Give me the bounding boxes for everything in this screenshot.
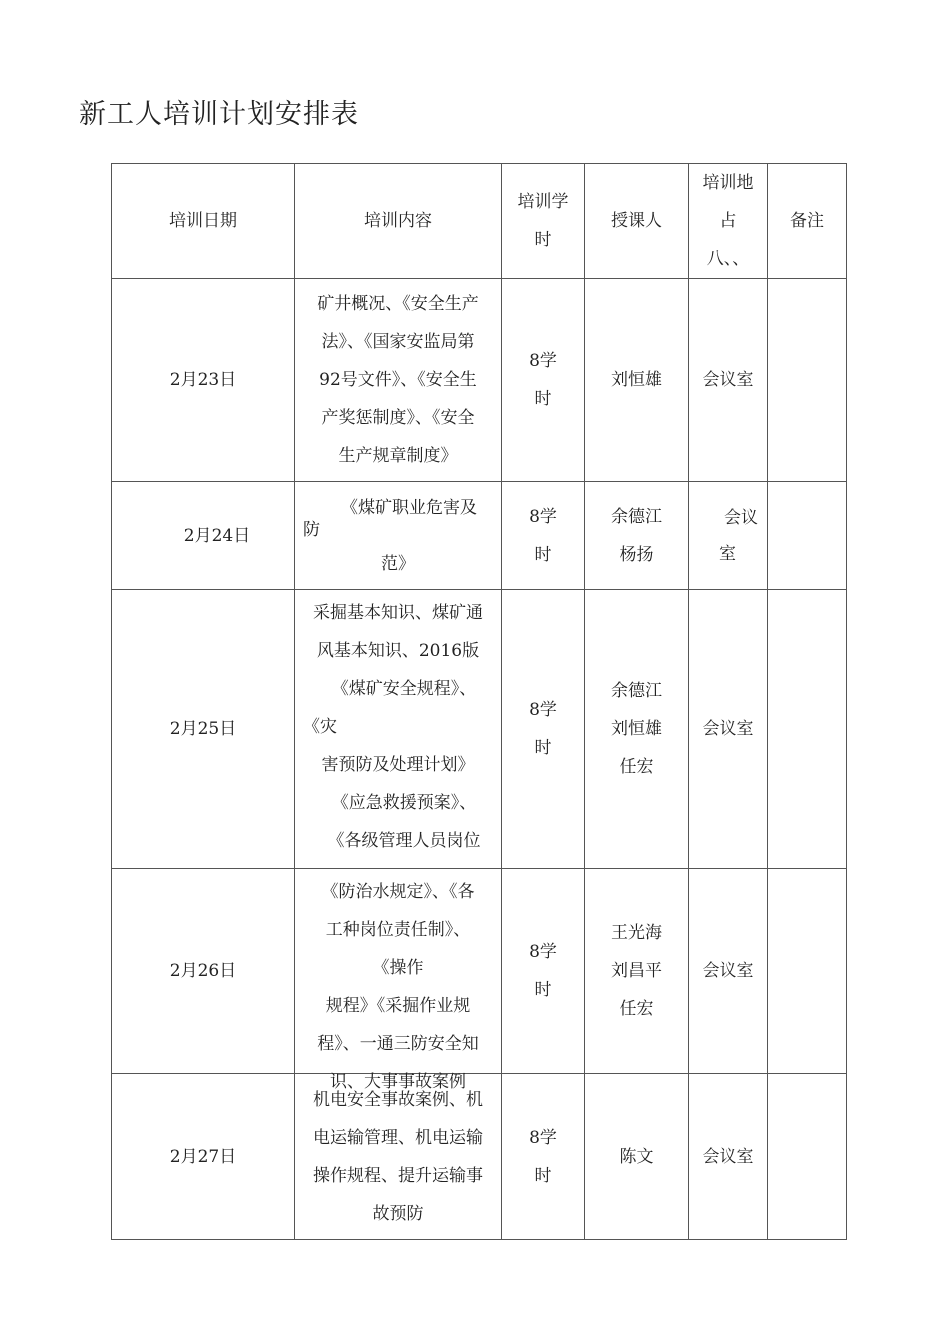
cell-teacher xyxy=(585,482,689,590)
cell-hours xyxy=(502,279,585,482)
content-line: 操作规程、提升运输事 xyxy=(313,1165,483,1186)
cell-place xyxy=(689,590,768,869)
teacher-name: 陈文 xyxy=(619,1146,654,1167)
cell-place xyxy=(689,1074,768,1240)
cell-remark xyxy=(768,869,847,1074)
cell-content xyxy=(295,1074,502,1240)
teacher-name: 刘恒雄 xyxy=(611,719,662,739)
teacher-name: 杨扬 xyxy=(619,544,654,565)
cell-date: 2月25日 xyxy=(112,590,295,869)
header-place-line: 八、、 xyxy=(706,249,750,269)
content-line: 范》 xyxy=(381,553,415,574)
header-content: 培训内容 xyxy=(295,164,502,279)
table-row xyxy=(112,279,847,482)
cell-date: 2月26日 xyxy=(112,869,295,1074)
content-line: 《煤矿安全规程》、 xyxy=(331,679,477,699)
cell-teacher xyxy=(585,590,689,869)
content-line: 工种岗位责任制》、 xyxy=(325,920,471,940)
hours-line: 时 xyxy=(534,544,552,565)
cell-hours xyxy=(502,590,585,869)
header-hours xyxy=(502,164,585,279)
content-line: 生产规章制度》 xyxy=(338,446,458,466)
header-hours-line: 时 xyxy=(534,230,552,250)
teacher-name: 任宏 xyxy=(619,999,654,1019)
cell-remark xyxy=(768,590,847,869)
content-line: 机电安全事故案例、机 xyxy=(313,1089,483,1110)
content-line: 《煤矿职业危害及 xyxy=(341,497,477,518)
table-row xyxy=(112,482,847,590)
cell-date: 2月27日 xyxy=(112,1074,295,1240)
hours-line: 时 xyxy=(534,980,552,1000)
cell-remark xyxy=(768,279,847,482)
cell-teacher xyxy=(585,279,689,482)
content-line: 《防治水规定》、《各 xyxy=(321,882,475,902)
hours-line: 时 xyxy=(534,1165,552,1186)
training-schedule-table xyxy=(111,163,847,1240)
hours-line: 8学 xyxy=(529,942,557,962)
cell-hours xyxy=(502,482,585,590)
hours-line: 8学 xyxy=(529,1127,557,1148)
teacher-name: 任宏 xyxy=(619,757,654,777)
cell-content xyxy=(295,482,502,590)
header-date: 培训日期 xyxy=(112,164,295,279)
cell-place xyxy=(689,279,768,482)
hours-line: 8学 xyxy=(529,351,557,371)
header-remark: 备注 xyxy=(768,164,847,279)
place-line: 会议室 xyxy=(702,719,754,739)
cell-place xyxy=(689,869,768,1074)
content-line: 害预防及处理计划》 xyxy=(321,755,475,775)
cell-remark xyxy=(768,1074,847,1240)
content-line: 《各级管理人员岗位 xyxy=(327,831,481,851)
hours-line: 8学 xyxy=(529,700,557,720)
place-line: 会议 xyxy=(724,507,758,528)
hours-line: 时 xyxy=(534,389,552,409)
hours-line: 时 xyxy=(534,738,552,758)
cell-teacher xyxy=(585,869,689,1074)
place-line: 会议室 xyxy=(702,370,754,390)
page-title: 新工人培训计划安排表 xyxy=(79,99,359,130)
teacher-name: 余德江 xyxy=(611,506,662,527)
content-line: 法》、《国家安监局第 xyxy=(321,332,475,352)
cell-teacher xyxy=(585,1074,689,1240)
header-place-line: 占 xyxy=(719,211,737,231)
teacher-name: 余德江 xyxy=(611,681,662,701)
teacher-name: 王光海 xyxy=(611,923,662,943)
table-row xyxy=(112,1074,847,1240)
content-line: 产奖惩制度》、《安全 xyxy=(321,408,475,428)
cell-place xyxy=(689,482,768,590)
content-line: 风基本知识、2016版 xyxy=(316,641,480,661)
cell-hours xyxy=(502,869,585,1074)
content-line: 防 xyxy=(303,519,320,540)
place-line: 会议室 xyxy=(702,961,754,981)
content-line: 《灾 xyxy=(303,717,337,737)
table-row xyxy=(112,590,847,869)
cell-remark xyxy=(768,482,847,590)
table-row xyxy=(112,869,847,1074)
content-line: 电运输管理、机电运输 xyxy=(313,1127,483,1148)
cell-content xyxy=(295,279,502,482)
content-line: 《应急救援预案》、 xyxy=(331,793,477,813)
content-line: 92号文件》、《安全生 xyxy=(319,370,477,390)
content-line: 规程》《采掘作业规 xyxy=(325,996,471,1016)
content-line: 故预防 xyxy=(372,1203,424,1224)
table-header-row xyxy=(112,164,847,279)
hours-line: 8学 xyxy=(529,506,557,527)
cell-date: 2月23日 xyxy=(112,279,295,482)
header-place xyxy=(689,164,768,279)
cell-date: 2月24日 xyxy=(112,482,295,590)
teacher-name: 刘昌平 xyxy=(611,961,662,981)
content-line: 矿井概况、《安全生产 xyxy=(317,294,479,314)
content-line: 《操作 xyxy=(372,958,424,978)
content-line: 采掘基本知识、煤矿通 xyxy=(313,603,483,623)
cell-content xyxy=(295,590,502,869)
header-teacher: 授课人 xyxy=(585,164,689,279)
header-hours-line: 培训学 xyxy=(517,192,569,212)
content-line: 程》、一通三防安全知 xyxy=(317,1034,479,1054)
content-line: 识、大事事故案例 xyxy=(330,1072,466,1092)
place-line: 会议室 xyxy=(702,1146,754,1167)
teacher-name: 刘恒雄 xyxy=(611,370,662,390)
header-place-line: 培训地 xyxy=(702,173,754,193)
cell-content xyxy=(295,869,502,1092)
place-line: 室 xyxy=(719,543,736,564)
cell-hours xyxy=(502,1074,585,1240)
